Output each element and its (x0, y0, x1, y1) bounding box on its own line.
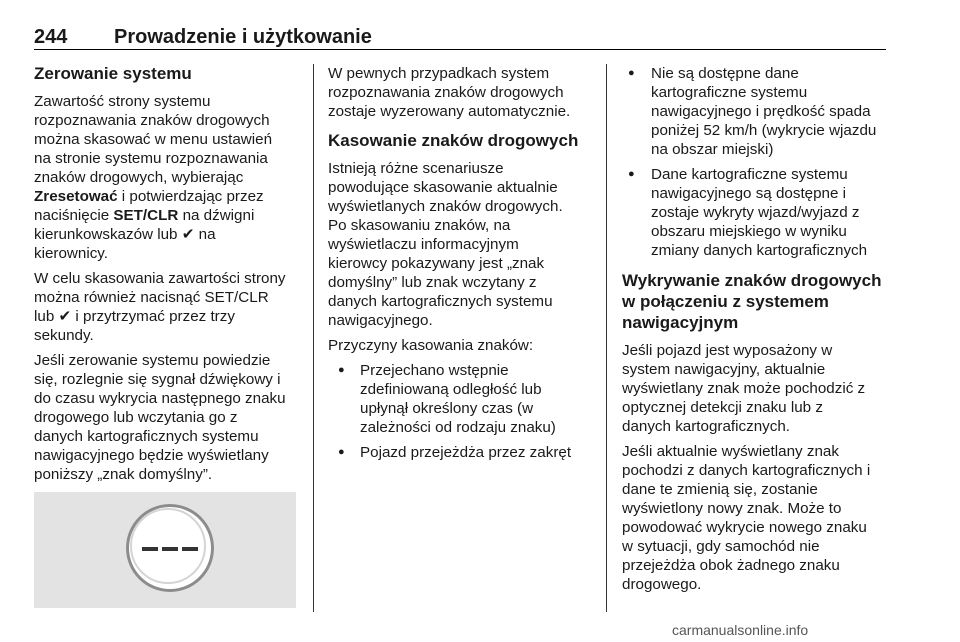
column-3 (622, 64, 890, 600)
paragraph-navigation-source: Jeśli pojazd jest wyposażony w system nawigacyjny, aktualnie wyświetlany znak może pochodzić z optycznej detekcji znaku lub z danych kartograficznych. (622, 342, 866, 435)
list-item: ● Nie są dostępne dane kartograficzne systemu nawigacyjnego i prędkość spada poniżej 52 km/h (wykrycie wjazdu na obszar miejski) (622, 64, 890, 159)
paragraph-navigation-change: Jeśli aktualnie wyświetlany znak pochodzi z danych kartograficznych i dane te zmienią się, zostanie wyświetlony nowy znak. Może to powodować wykrycie nowego znaku w sytuacji, gdy samochód nie przejeżdża obok żadnego znaku drogowego. (622, 443, 871, 593)
page-title: Prowadzenie i użytkowanie (114, 26, 372, 48)
sign-dash (162, 547, 178, 551)
paragraph-reset-menu: Zawartość strony systemu rozpoznawania znaków drogowych można skasować w menu ustawień na stronie systemu rozpoznawania znaków drogowych, wybierając Zresetować i potwierdzając przez naciśnięcie SET/CLR na dźwigni kierunkowskazów lub ✔ na kierownicy. (34, 92, 300, 263)
header-rule (34, 49, 886, 50)
paragraph-reset-success: Jeśli zerowanie systemu powiedzie się, rozlegnie się sygnał dźwiękowy i do czasu wykrycia następnego znaku drogowego lub wczytania go z danych kartograficznych systemu nawigacyjnego będzie wyświetlany poniższy „znak domyślny”. (34, 352, 286, 483)
list-item: ● Dane kartograficzne systemu nawigacyjnego są dostępne i zostaje wykryty wjazd/wyjazd z obszaru miejskiego w wyniku zmiany danych kartograficznych (622, 165, 890, 260)
paragraph-clearing-scenarios: Istnieją różne scenariusze powodujące skasowanie aktualnie wyświetlanych znaków drogowych. Po skasowaniu znaków, na wyświetlaczu informacyjnym kierowcy pokazywany jest „znak domyślny” lub znak wczytany z danych kartograficznych systemu nawigacyjnego. (328, 160, 563, 329)
section-heading-navigation: Wykrywanie znaków drogowych w połączeniu z systemem nawigacyjnym (622, 271, 882, 332)
sign-dash (142, 547, 158, 551)
paragraph-auto-reset: W pewnych przypadkach system rozpoznawania znaków drogowych zostaje wyzerowany automatycznie. (328, 65, 571, 120)
check-icon-line: kierunkowskazów lub ✔ na (34, 226, 216, 243)
default-sign-illustration (34, 492, 296, 608)
button-name-set-clr: SET/CLR (113, 207, 179, 224)
watermark: carmanualsonline.info (672, 622, 809, 638)
paragraph-reset-hold: W celu skasowania zawartości strony można również nacisnąć SET/CLR lub ✔ i przytrzymać przez trzy sekundy. (34, 270, 286, 344)
sign-inner-ring (130, 508, 206, 584)
sign-dash (182, 547, 198, 551)
column-divider-2 (606, 64, 607, 612)
column-divider-1 (313, 64, 314, 612)
paragraph-clearing-reasons: Przyczyny kasowania znaków: (328, 337, 534, 354)
column-2 (328, 64, 594, 468)
bullet-list-clearing (328, 361, 594, 462)
section-heading-reset: Zerowanie systemu (34, 64, 192, 83)
page-number: 244 (34, 26, 68, 48)
default-road-sign-icon (126, 504, 214, 592)
menu-option-reset: Zresetować (34, 188, 118, 205)
section-heading-clearing: Kasowanie znaków drogowych (328, 131, 579, 150)
column-1 (34, 64, 300, 608)
list-item: ● Przejechano wstępnie zdefiniowaną odległość lub upłynął określony czas (w zależności od rodzaju znaku) (332, 361, 594, 437)
list-item: ● Pojazd przejeżdża przez zakręt (332, 443, 594, 462)
bullet-list-continued (622, 64, 890, 260)
